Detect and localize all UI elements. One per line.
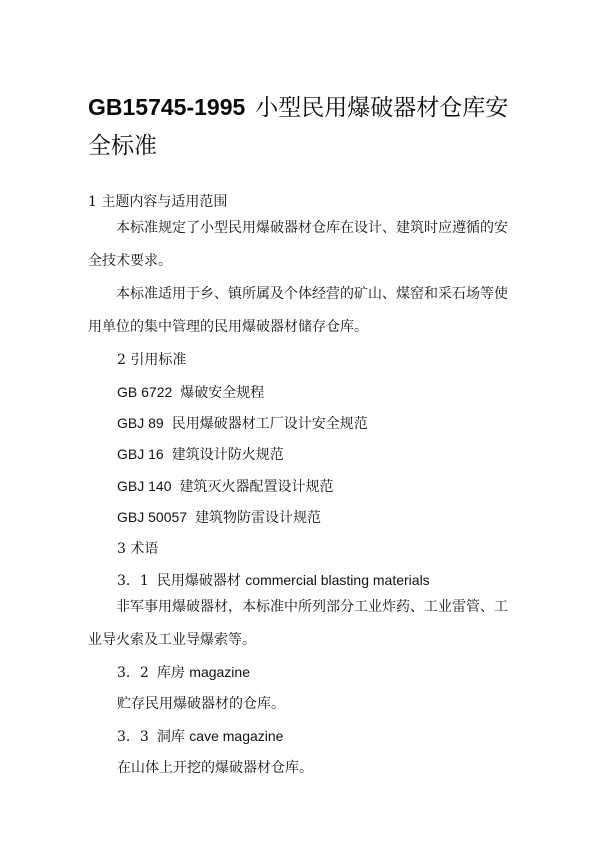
reference-code: GB 6722	[117, 384, 173, 400]
reference-name: 建筑灭火器配置设计规范	[179, 479, 334, 495]
term-3-1-heading	[117, 570, 430, 591]
standard-name: 小型民用爆破器材仓库安全标准	[88, 95, 509, 159]
standard-code: GB15745-1995	[88, 94, 246, 120]
reference-item	[117, 476, 333, 497]
term-english: commercial blasting materials	[245, 572, 430, 588]
section-2-heading: 2 引用标准	[117, 352, 187, 368]
reference-item	[117, 382, 264, 403]
term-3-3-definition: 在山体上开挖的爆破器材仓库。	[117, 760, 313, 776]
term-3-2-definition: 贮存民用爆破器材的仓库。	[117, 696, 285, 712]
reference-code: GBJ 89	[117, 415, 164, 431]
term-3-1-definition: 非军事用爆破器材，本标准中所列部分工业炸药、工业雷管、工业导火索及工业导爆索等。	[88, 599, 508, 648]
term-3-2-heading	[117, 662, 250, 683]
reference-code: GBJ 140	[117, 478, 172, 494]
reference-item	[117, 444, 284, 465]
term-chinese: 库房	[156, 665, 185, 681]
section-1-paragraph-2: 本标准适用于乡、镇所属及个体经营的矿山、煤窑和采石场等使用单位的集中管理的民用爆破器材储存仓库。	[88, 286, 508, 335]
term-3-3-heading	[117, 726, 283, 747]
section-3-heading: 3 术语	[117, 541, 159, 557]
reference-name: 爆破安全规程	[180, 385, 265, 401]
term-english: magazine	[189, 664, 250, 680]
reference-name: 建筑物防雷设计规范	[195, 510, 322, 526]
term-english: cave magazine	[189, 728, 284, 744]
reference-item	[117, 413, 368, 434]
reference-code: GBJ 50057	[117, 509, 188, 525]
section-1-heading: 1 主题内容与适用范围	[88, 194, 228, 210]
term-number: 3．2	[117, 665, 149, 681]
term-chinese: 洞库	[156, 729, 185, 745]
reference-item	[117, 507, 321, 528]
term-number: 3．3	[117, 729, 149, 745]
term-chinese: 民用爆破器材	[156, 573, 241, 589]
reference-name: 民用爆破器材工厂设计安全规范	[171, 416, 368, 432]
reference-name: 建筑设计防火规范	[171, 447, 284, 463]
document-title	[88, 88, 528, 165]
section-1-paragraph-1: 本标准规定了小型民用爆破器材仓库在设计、建筑时应遵循的安全技术要求。	[88, 220, 508, 269]
term-number: 3．1	[117, 573, 149, 589]
reference-code: GBJ 16	[117, 446, 164, 462]
